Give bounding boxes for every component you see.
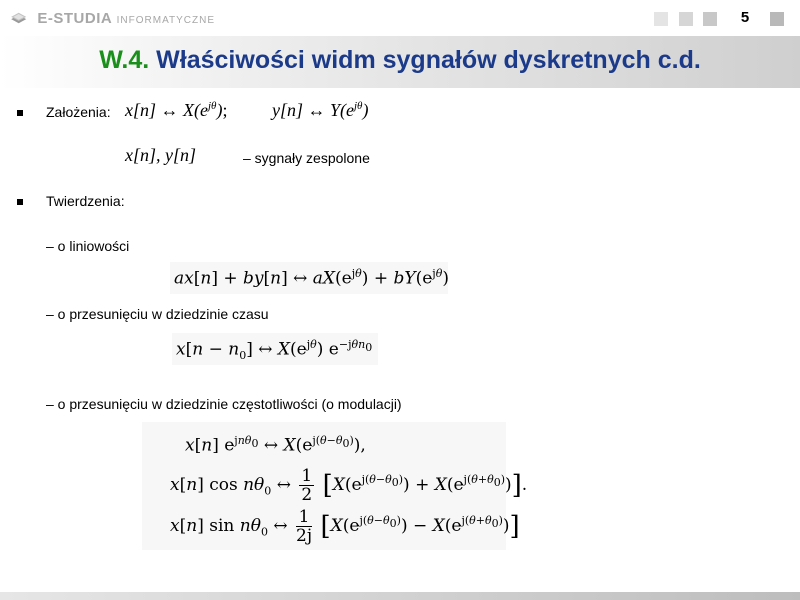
slide-title [0,46,800,75]
assumption-formula-x: x[n] ↔ $X(e^{j\theta})$; [125,100,228,120]
footer-bar [0,592,800,600]
slide-title-number: W.4. [99,46,150,74]
modulation-formula-3: x[n] $\sin n\theta_0$ ↔ $\frac{1}{2j}$ $[X(e^{j(\theta-\theta_0)}) - X(e^{j(\theta+\theta_0)})]$ [170,507,520,546]
modulation-formula-2: x[n] $\cos n\theta_0$ ↔ $\frac{1}{2}$ $[X(e^{j(\theta-\theta_0)}) + X(e^{j(\theta+\theta_0)})]$. [170,466,528,505]
nav-square-2[interactable] [679,12,693,26]
theorems-label: Twierdzenia: [46,193,125,209]
freq-shift-label: – o przesunięciu w dziedzinie częstotliwości (o modulacji) [46,396,402,412]
bullet-icon [17,199,23,205]
signals-formula: x[n], y[n] [125,145,196,165]
linearity-label: – o liniowości [46,238,130,254]
top-bar [0,0,800,36]
bullet-icon [17,110,23,116]
logo-text: E-STUDIA INFORMATYCZNE [37,9,215,27]
assumption-formula-y: y[n] ↔ $Y(e^{j\theta})$ [272,100,369,120]
logo-icon [10,6,27,30]
slide-title-text: Właściwości widm sygnałów dyskretnych c.d. [156,46,701,74]
nav-square-1[interactable] [654,12,668,26]
logo [10,5,215,31]
nav-square-4[interactable] [770,12,784,26]
modulation-formula-1: x[n] $e^{jn\theta_0}$ ↔ $X(e^{j(\theta-\theta_0)})$, [185,434,366,456]
nav-square-3[interactable] [703,12,717,26]
assumptions-label: Założenia: [46,104,111,120]
page-number: 5 [740,9,750,26]
time-shift-label: – o przesunięciu w dziedzinie czasu [46,306,269,322]
linearity-formula: ax[n] + by[n] ↔ $aX(e^{j\theta}) + bY(e^{j\theta})$ [174,267,449,289]
time-shift-formula: $x[n - n_0]$ ↔ $X(e^{j\theta})$ $e^{-j\theta n_0}$ [176,338,373,363]
signals-description: – sygnały zespolone [243,150,370,166]
